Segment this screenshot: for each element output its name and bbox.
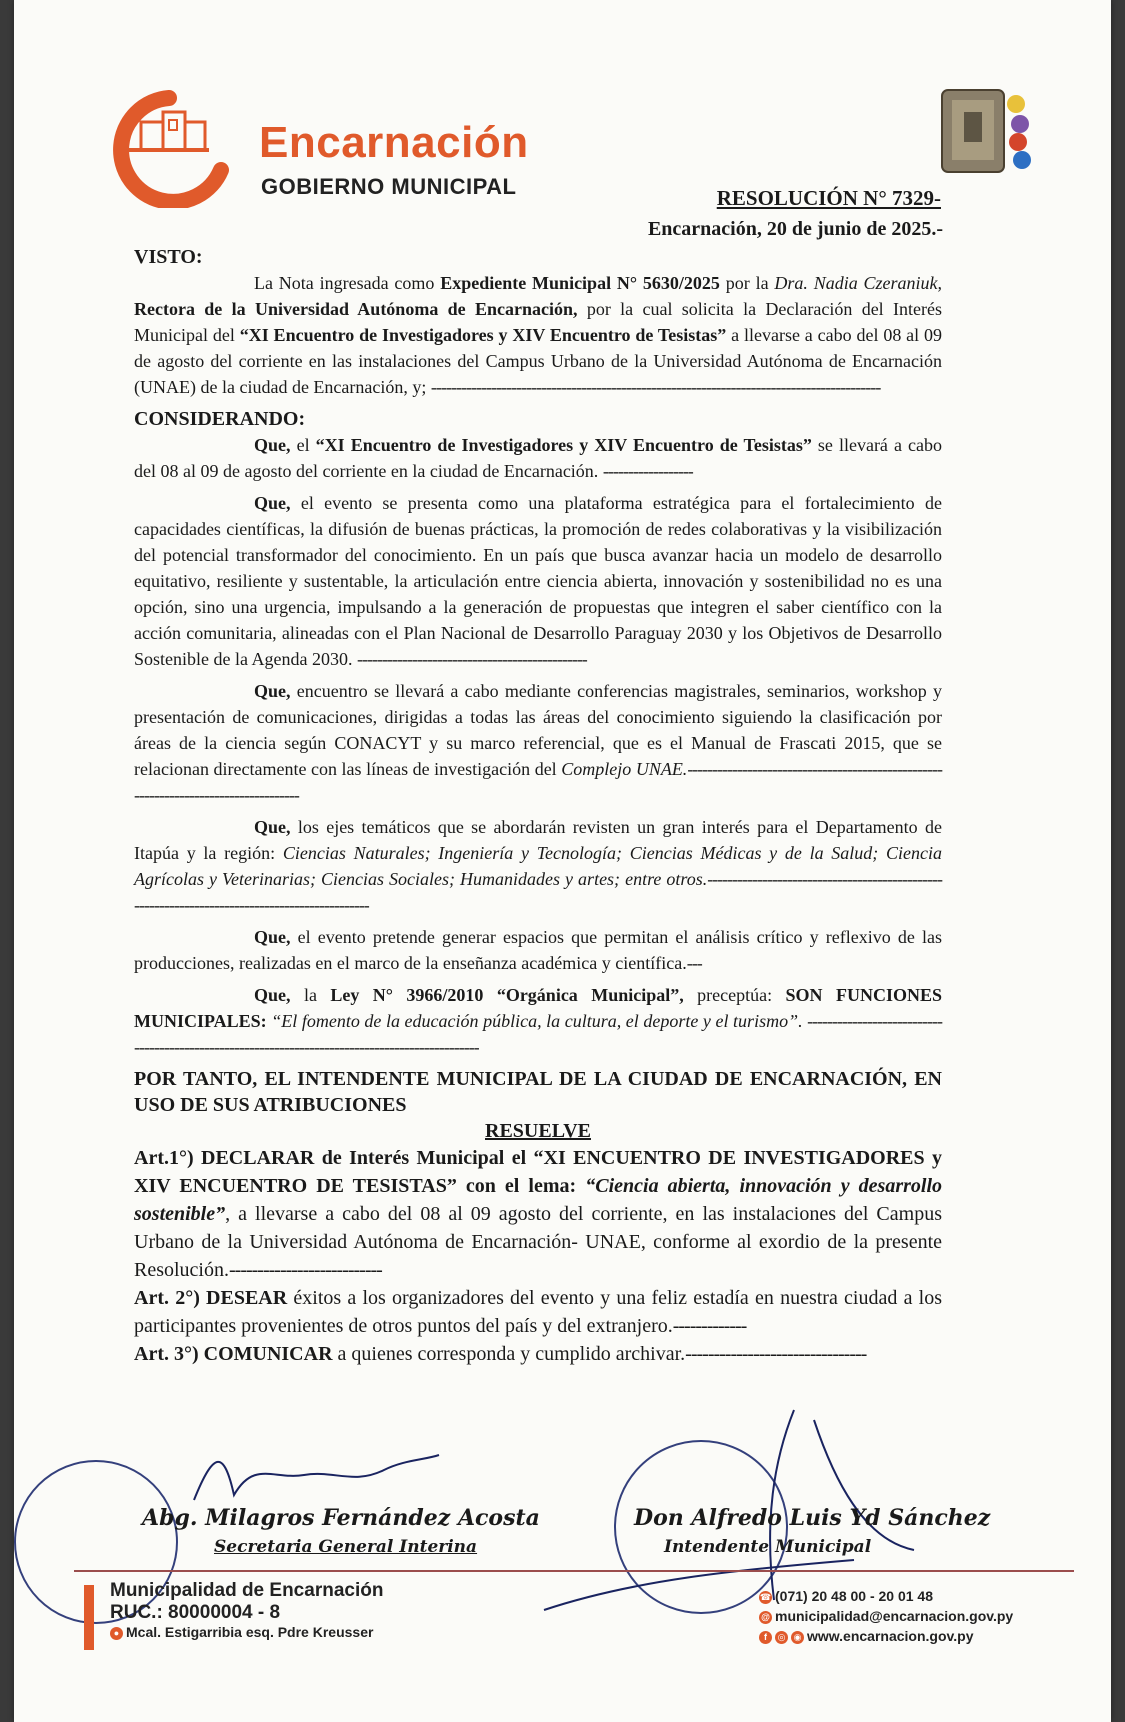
document-body: [134, 240, 942, 1368]
footer-web[interactable]: www.encarnacion.gov.py: [807, 1628, 974, 1644]
funciones-label: SON FUNCIONES MUNICIPALES:: [134, 985, 942, 1031]
considerando-heading: CONSIDERANDO:: [134, 408, 306, 430]
text-span: a quienes corresponda y cumplido archivar.: [337, 1343, 686, 1365]
article-label: Art. 2°) DESEAR: [134, 1287, 288, 1309]
dash-filler: --------------------------------: [685, 1343, 867, 1365]
facebook-icon: f: [759, 1631, 772, 1644]
dash-filler: ----------------------------------------------: [356, 649, 587, 669]
encarnacion-logo-icon: [109, 90, 259, 208]
right-signatory-name: Don Alfredo Luis Yd Sánchez: [634, 1505, 991, 1531]
text-span: la: [303, 985, 317, 1005]
text-span: se llevará a cabo del 08 al 09 de agosto del corriente en la ciudad de Encarnación.: [134, 435, 943, 481]
considerando-paragraph-5: [134, 924, 942, 976]
article-1: [134, 1144, 942, 1284]
dash-filler: ------------------------------------------------------------------------------------: [134, 759, 943, 805]
article-label: Art. 3°) COMUNICAR: [134, 1343, 333, 1365]
por-tanto: POR TANTO, EL INTENDENTE MUNICIPAL DE LA CIUDAD DE ENCARNACIÓN, EN USO DE SUS ATRIBUCIONES: [134, 1068, 942, 1116]
que-label: Que,: [254, 927, 291, 947]
text-span: el evento pretende generar espacios que permitan el análisis crítico y reflexivo de las producciones, realizadas en el marco de la enseñanza académica y científica.: [134, 927, 942, 973]
footer-web-row: [759, 1626, 1013, 1646]
text-span: por la: [725, 273, 769, 293]
web-icon: ◉: [791, 1631, 804, 1644]
text-span: por la cual solicita la Declaración del Interés Municipal del: [134, 299, 942, 345]
article-label: Art.1°) DECLARAR: [134, 1147, 315, 1169]
visto-heading: VISTO:: [134, 246, 203, 268]
dash-filler: ---------------------------: [229, 1259, 382, 1281]
que-label: Que,: [254, 985, 291, 1005]
dash-filler: ----------------------------------------------------------------------------------------------: [134, 869, 942, 915]
text-span: , a llevarse a cabo del 08 al 09 agosto del corriente, en las instalaciones del Campus Urbano de la Universidad Autónoma de Encarnación- UNAE, conforme al exordio de la presente Resolución.: [134, 1203, 942, 1281]
expediente-number: Expediente Municipal N° 5630/2025: [440, 273, 720, 293]
footer-divider: [74, 1570, 1074, 1572]
event-motto: “Ciencia abierta, innovación y desarrollo sostenible”: [134, 1175, 943, 1225]
complejo-name: Complejo UNAE.: [561, 759, 688, 779]
footer-contact-right: [759, 1586, 1013, 1646]
phone-icon: ☎: [759, 1591, 772, 1602]
considerando-paragraph-6: [134, 982, 942, 1060]
brand-name: Encarnación: [259, 118, 529, 167]
text-span: encuentro se llevará a cabo mediante conferencias magistrales, seminarios, workshop y presentación de comunicaciones, dirigidas a todas las áreas del conocimiento siguiendo la clasificación por áreas de la ciencia según CONACYT y su marco referencial, que es el Manual de Frascati 2015, que se relacionan directamente con las líneas de investigación del: [134, 681, 942, 779]
dash-filler: -------------: [672, 1315, 747, 1337]
resolution-number: RESOLUCIÓN N° 7329-: [716, 186, 941, 210]
footer-phone-row: [759, 1586, 1013, 1606]
text-span: La Nota ingresada como: [254, 273, 435, 293]
footer-phone: (071) 20 48 00 - 20 01 48: [775, 1588, 934, 1604]
event-name: “XI Encuentro de Investigadores y XIV Encuentro de Tesistas”: [315, 435, 812, 455]
instagram-icon: ◎: [775, 1631, 788, 1644]
considerando-paragraph-1: [134, 432, 942, 484]
location-icon: ●: [110, 1627, 123, 1640]
left-signatory-title: Secretaria General Interina: [214, 1537, 478, 1557]
dash-filler: ------------------: [602, 461, 693, 481]
dash-filler: ---: [686, 953, 702, 973]
que-label: Que,: [254, 817, 291, 837]
text-span: a llevarse a cabo del 08 al 09 de agosto del corriente en las instalaciones del Campus Urbano de la Universidad Autónoma de Encarnación (UNAE) de la ciudad de Encarnación, y;: [134, 325, 943, 397]
text-span: los ejes temáticos que se abordarán revisten un gran interés para el Departamento de Itapúa y la región:: [134, 817, 942, 863]
footer-org: Municipalidad de Encarnación: [110, 1580, 384, 1601]
footer-address: Mcal. Estigarribia esq. Pdre Kreusser: [126, 1624, 374, 1640]
resuelve-heading: RESUELVE: [485, 1120, 591, 1142]
brand-subtitle: GOBIERNO MUNICIPAL: [261, 174, 517, 199]
article-3: [134, 1340, 942, 1368]
text-span: de Interés Municipal el “XI ENCUENTRO DE INVESTIGADORES y XIV ENCUENTRO DE TESISTAS” con el lema:: [134, 1147, 943, 1197]
visto-paragraph: [134, 270, 942, 400]
text-span: el: [296, 435, 310, 455]
municipal-logo: [109, 90, 549, 210]
que-label: Que,: [254, 493, 291, 513]
dash-filler: ------------------------------------------------------------------------------------------------: [134, 1011, 943, 1057]
footer-address-row: [110, 1624, 383, 1640]
right-signatory-title: Intendente Municipal: [664, 1537, 872, 1557]
resolution-date: Encarnación, 20 de junio de 2025.-: [647, 218, 943, 240]
event-name: “XI Encuentro de Investigadores y XIV Encuentro de Tesistas”: [239, 325, 727, 345]
thematic-axes: Ciencias Naturales; Ingeniería y Tecnología; Ciencias Médicas y de la Salud; Ciencia Agrícolas y Veterinarias; Ciencias Sociales; Humanidades y artes; entre otros.: [134, 843, 943, 889]
text-span: el evento se presenta como una plataforma estratégica para el fortalecimiento de capacidades científicas, la difusión de buenas prácticas, la promoción de redes colaborativas y la visibilización del potencial transformador del conocimiento. En un país que busca avanzar hacia un modelo de desarrollo equitativo, resiliente y sustentable, la articulación entre ciencia abierta, innovación y sostenibilidad no es una opción, sino una urgencia, impulsando a la generación de propuestas que integren el saber científico con la acción comunitaria, alineadas con el Plan Nacional de Desarrollo Paraguay 2030 y los Objetivos de Desarrollo Sostenible de la Agenda 2030.: [134, 493, 942, 669]
considerando-paragraph-2: [134, 490, 942, 672]
law-quote: “El fomento de la educación pública, la cultura, el deporte y el turismo”.: [271, 1011, 803, 1031]
dash-filler: ------------------------------------------------------------------------------------------: [430, 377, 881, 397]
email-icon: @: [759, 1611, 772, 1624]
footer-contact-left: [110, 1580, 383, 1640]
left-signatory-name: Abg. Milagros Fernández Acosta: [142, 1505, 540, 1531]
rectora-name: Dra. Nadia Czeraniuk,: [774, 273, 943, 293]
footer-accent-bar: [84, 1585, 94, 1650]
rectora-title: Rectora de la Universidad Autónoma de Encarnación,: [134, 299, 578, 319]
text-span: éxitos a los organizadores del evento y una feliz estadía en nuestra ciudad a los participantes provenientes de otros puntos del país y del extranjero.: [134, 1287, 942, 1337]
footer-email-row: [759, 1606, 1013, 1626]
footer-ruc: RUC.: 80000004 - 8: [110, 1602, 281, 1623]
coat-of-arms-icon: [934, 82, 1042, 182]
que-label: Que,: [254, 435, 291, 455]
que-label: Que,: [254, 681, 291, 701]
text-span: preceptúa:: [697, 985, 773, 1005]
article-2: [134, 1284, 942, 1340]
considerando-paragraph-4: [134, 814, 942, 918]
considerando-paragraph-3: [134, 678, 942, 808]
law-name: Ley N° 3966/2010 “Orgánica Municipal”,: [330, 985, 684, 1005]
footer-email[interactable]: municipalidad@encarnacion.gov.py: [775, 1608, 1014, 1624]
document-page: [14, 0, 1111, 1722]
left-signature-icon: [184, 1440, 444, 1510]
